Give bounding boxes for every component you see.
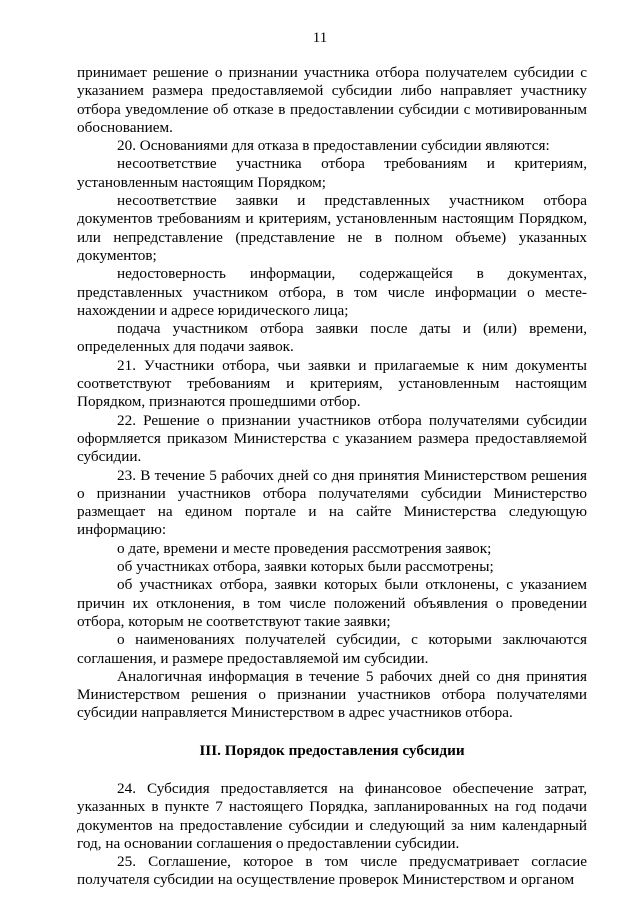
document-body (77, 64, 587, 890)
paragraph-info-item-3: об участниках отбора, заявки которых были отклонены, с указанием причин их отклонения, в том числе положений объявления о проведении отбора, которым не соответствуют такие заявки; (77, 576, 587, 630)
paragraph-refusal-ground-3: недостоверность информации, содержащейся в документах, представленных участником отбора, в том числе информации о месте-нахождении и адресе юридического лица; (77, 265, 587, 319)
paragraph-clause-25: 25. Соглашение, которое в том числе предусматривает согласие получателя субсидии на осуществление проверок Министерством и органом (77, 853, 587, 889)
paragraph-refusal-ground-4: подача участником отбора заявки после даты и (или) времени, определенных для подачи заявок. (77, 320, 587, 356)
paragraph-info-item-2: об участниках отбора, заявки которых были рассмотрены; (117, 558, 494, 576)
paragraph-refusal-ground-2: несоответствие заявки и представленных участником отбора документов требованиям и критериям, установленным настоящим Порядком, или непредставление (представление не в полном объеме) указанных документов; (77, 192, 587, 264)
paragraph-clause-23: 23. В течение 5 рабочих дней со дня принятия Министерством решения о признании участников отбора получателями субсидии Министерство размещает на едином портале и на сайте Министерства следующую информацию: (77, 466, 587, 539)
paragraph-clause-22: 22. Решение о признании участников отбора получателями субсидии оформляется приказом Министерства с указанием размера предоставляемой субсидии. (77, 411, 587, 466)
section-heading: III. Порядок предоставления субсидии (199, 741, 465, 759)
paragraph-info-item-4: о наименованиях получателей субсидии, с которыми заключаются соглашения, и размере предоставляемой им субсидии. (77, 631, 587, 667)
paragraph-info-item-1: о дате, времени и месте проведения рассмотрения заявок; (117, 539, 492, 557)
paragraph-clause-20: 20. Основаниями для отказа в предоставлении субсидии являются: (117, 137, 550, 155)
paragraph-continuation: принимает решение о признании участника отбора получателем субсидии с указанием размера предоставляемой субсидии либо направляет участнику отбора уведомление об отказе в предоставлении субсидии с мотивированным обоснованием. (77, 64, 587, 136)
spacer (77, 723, 587, 742)
paragraph-refusal-ground-1: несоответствие участника отбора требованиям и критериям, установленным настоящим Порядком; (77, 155, 587, 191)
spacer (77, 760, 587, 780)
paragraph-similar-info: Аналогичная информация в течение 5 рабочих дней со дня принятия Министерством решения о признании участников отбора получателями субсидии направляется Министерством в адрес участников отбора. (77, 667, 587, 722)
paragraph-clause-21: 21. Участники отбора, чьи заявки и прилагаемые к ним документы соответствуют требованиям и критериям, установленным настоящим Порядком, признаются прошедшими отбор. (77, 356, 587, 411)
page-number: 11 (312, 30, 328, 46)
paragraph-clause-24: 24. Субсидия предоставляется на финансовое обеспечение затрат, указанных в пункте 7 настоящего Порядка, запланированных на год подачи документов на предоставление субсидии и следующий за ним календарный год, на основании соглашения о предоставлении субсидии. (77, 779, 587, 852)
